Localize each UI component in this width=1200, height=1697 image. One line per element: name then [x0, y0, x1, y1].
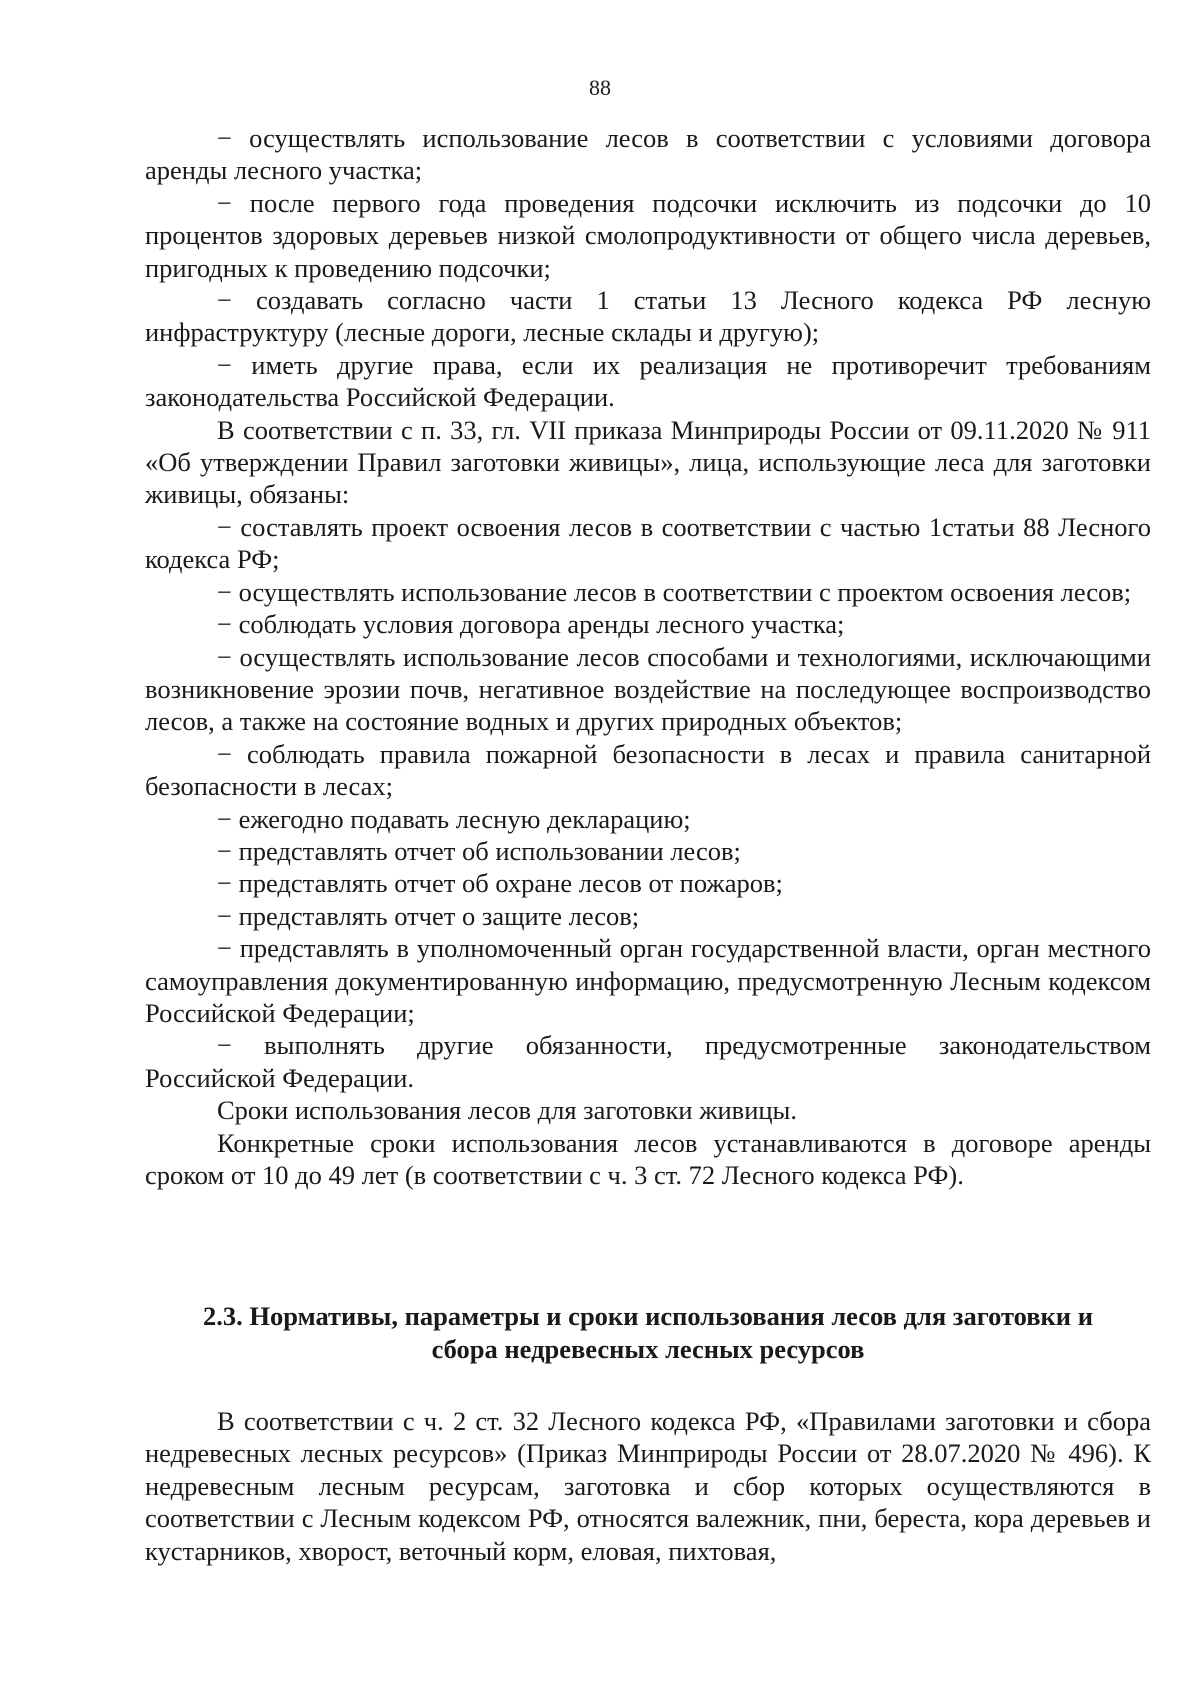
- closing-paragraph: В соответствии с ч. 2 ст. 32 Лесного кодекса РФ, «Правилами заготовки и сбора недревесных лесных ресурсов» (Приказ Минприроды России от 28.07.2020 № 496). К недревесным лесным ресурсам, заготовка и сбор которых осуществляются в соответствии с Лесным кодексом РФ, относятся валежник, пни, береста, кора деревьев и кустарников, хворост, веточный корм, еловая, пихтовая,: [145, 1406, 1151, 1566]
- paragraph: В соответствии с п. 33, гл. VII приказа Минприроды России от 09.11.2020 № 911 «Об утверждении Правил заготовки живицы», лица, использующие леса для заготовки живицы, обязаны:: [145, 414, 1151, 510]
- paragraph: − ежегодно подавать лесную декларацию;: [217, 803, 691, 834]
- paragraph: − представлять в уполномоченный орган государственной власти, орган местного самоуправления документированную информацию, предусмотренную Лесным кодексом Российской Федерации;: [145, 933, 1151, 1028]
- section-heading: [145, 1300, 1151, 1366]
- section-body: [145, 1405, 1151, 1567]
- paragraph: − составлять проект освоения лесов в соответствии с частью 1статьи 88 Лесного кодекса РФ;: [145, 511, 1151, 575]
- section-heading-line-2: сбора недревесных лесных ресурсов: [431, 1334, 865, 1364]
- paragraph: − осуществлять использование лесов в соответствии с проектом освоения лесов;: [217, 576, 1132, 607]
- paragraph: Конкретные сроки использования лесов устанавливаются в договоре аренды сроком от 10 до 49 лет (в соответствии с ч. 3 ст. 72 Лесного кодекса РФ).: [145, 1127, 1151, 1190]
- paragraph: − представлять отчет об охране лесов от пожаров;: [217, 868, 783, 899]
- paragraph: Сроки использования лесов для заготовки живицы.: [217, 1095, 797, 1126]
- paragraph: − создавать согласно части 1 статьи 13 Лесного кодекса РФ лесную инфраструктуру (лесные дороги, лесные склады и другую);: [145, 285, 1151, 348]
- paragraph: − соблюдать условия договора аренды лесного участка;: [217, 609, 845, 640]
- paragraph: − после первого года проведения подсочки исключить из подсочки до 10 процентов здоровых деревьев низкой смолопродуктивности от общего числа деревьев, пригодных к проведению подсочки;: [145, 187, 1151, 283]
- paragraph: − иметь другие права, если их реализация не противоречит требованиям законодательства Российской Федерации.: [145, 349, 1151, 413]
- paragraph: − осуществлять использование лесов способами и технологиями, исключающими возникновение эрозии почв, негативное воздействие на последующее воспроизводство лесов, а также на состояние водных и других природных объектов;: [145, 641, 1151, 737]
- section-heading-line-1: 2.3. Нормативы, параметры и сроки использования лесов для заготовки и: [203, 1301, 1093, 1331]
- paragraph: − представлять отчет о защите лесов;: [217, 900, 640, 931]
- paragraph: − соблюдать правила пожарной безопасности в лесах и правила санитарной безопасности в лесах;: [145, 738, 1151, 802]
- document-body: [145, 122, 1151, 1191]
- page-number: 88: [589, 75, 611, 100]
- paragraph: − представлять отчет об использовании лесов;: [217, 835, 741, 866]
- paragraph: − выполнять другие обязанности, предусмотренные законодательством Российской Федерации.: [145, 1030, 1151, 1093]
- paragraph: − осуществлять использование лесов в соответствии с условиями договора аренды лесного участка;: [145, 123, 1151, 186]
